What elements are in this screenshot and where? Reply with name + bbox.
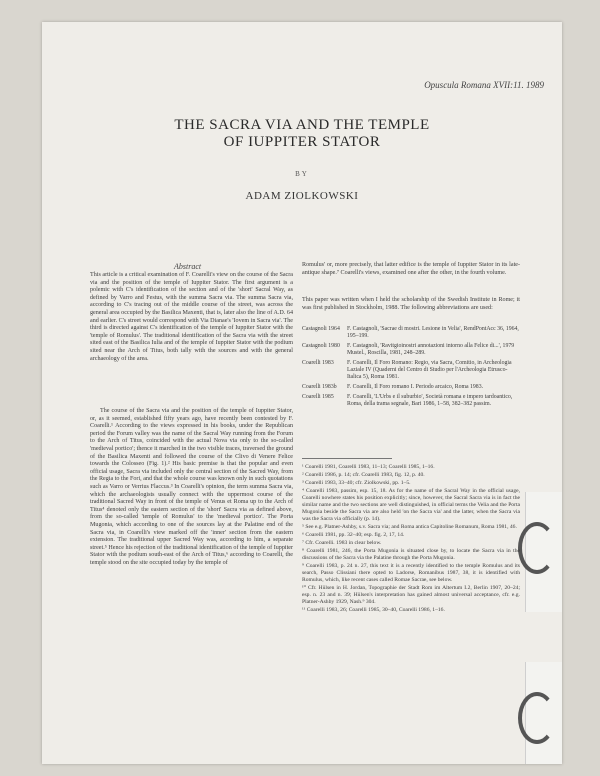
abstract-heading: Abstract	[174, 262, 202, 271]
paper-page	[42, 22, 562, 764]
body-paragraph-1: The course of the Sacra via and the position of the temple of Iuppiter Stator, or, as it seemed, established fifty years ago, have recently been contested by F. Coarelli.¹ According to the views expressed in his books, under the Republican period the Forum valley was the name of the Sacral Way running from the Forum to the Arch of Titus, coincided with the actual Nova via only to the so-called 'medieval portico'; thence it marched in the two visible traces, traversed the ground of the Basilica Maxenti and followed the course of the Clivo di Venere Felice towards the Colosseo (Fig. 1).² His basic premise is that the popular and even official usage, Sacra via included only the central section of the Sacred Way, from the Regia to the Fori, and that the whole course was known only in such quotations such as Varro or Verrius Flaccus.³ In Coarelli's opinion, the term summa Sacra via, which the archaeologists usually connect with the uppermost course of the traditional Sacred Way in front of the temple of Venus et Roma up to the Arch of Titus⁴ denoted only the eastern section of the 'short' Sacra via as defined above, from the so-called 'temple of Romulus' to the 'medieval portico'. The Porta Mugonia, which according to one of the sources lay at the Palatine end of the Sacra via, in Coarelli's view marked off the 'inner' section from the eastern extension. The traditional upper Sacred Way was, according to him, a separate street.⁵ Hence his rejection of the traditional identification of the temple of Iuppiter Stator with the podium south-east of the Arch of Titus,⁶ according to Coarelli, the temple stood on the site occupied today by the temple of	[90, 408, 293, 566]
binder-ring-icon	[518, 692, 556, 744]
title-line-1: THE SACRA VIA AND THE TEMPLE	[174, 117, 430, 133]
reference-key: Coarelli 1985	[302, 394, 334, 400]
footnotes	[302, 464, 520, 615]
article-title	[42, 117, 562, 151]
reference-entry	[302, 343, 520, 357]
footnote: ⁹ Coarelli 1983, p. 24 n. 27, this text it is a recently identified to the temple Romulus and its search, Passo Clissiani there opted to Ladorse, Romanibus 1987, 38, it is identified with Romulus, which, like recent cases called Romae Sacrae, see below.	[302, 563, 520, 583]
footnote: ⁵ See e.g. Platner-Ashby, s.v. Sacra via; and Roma antica Capitoline Romanum, Roma 1981, 46.	[302, 524, 517, 530]
footnote-divider	[302, 458, 392, 459]
reference-entry	[302, 394, 520, 408]
acknowledgement-note: This paper was written when I held the scholarship of the Swedish Institute in Rome; it was first published in Stockholm, 1988. The following abbreviations are used:	[302, 297, 520, 311]
binder-ring-icon	[518, 522, 556, 574]
reference-text: F. Coarelli, Il Foro Romano: Regio, via Sacra, Comitio, in Archeologia Laziale IV (Quaderni del Centro di Studio per l'Archeologia Etrusco-Italica 5), Roma 1981.	[347, 360, 512, 380]
reference-entry	[302, 326, 520, 340]
footnote: ¹ Coarelli 1981, Coarelli 1983, 11–13; Coarelli 1985, 1–16.	[302, 464, 435, 470]
author-name: ADAM ZIOLKOWSKI	[245, 190, 359, 202]
reference-text: F. Coarelli, 'L'Urbs e il suburbio', Società romana e impero tardoantico, Roma, della trama segnale, Bari 1986, 1–58, 382–382 passim.	[347, 394, 513, 407]
footnote: ⁸ Coarelli 1981, 246, the Porta Mugonia is situated close by, to locate the Sacra via in the discussions of the Sacra via the Palatine through the Porta Mugonia.	[302, 548, 520, 561]
abbreviation-list	[302, 326, 520, 411]
footnote: ⁷ Cfr. Coarelli. 1983 in clear below.	[302, 540, 382, 546]
reference-key: Castagnoli 1980	[302, 343, 340, 349]
footnote: ² Coarelli 1986, p. 14; cfr. Coarelli 1983, fig. 12, p. 40.	[302, 472, 425, 478]
byline-by: BY	[295, 170, 309, 178]
main-text-paragraph	[90, 408, 293, 567]
footnote: ¹¹ Coarelli 1983, 26; Coarelli 1985, 30–40, Coarelli 1986, 1–16.	[302, 607, 445, 613]
reference-key: Coarelli 1983b	[302, 384, 337, 390]
reference-key: Castagnoli 1964	[302, 326, 340, 332]
reference-key: Coarelli 1983	[302, 360, 334, 366]
journal-header: Opuscula Romana XVII:11. 1989	[424, 80, 544, 90]
reference-text: F. Castagnoli, 'Sacrae di mostri. Lesione in Velia', RendPontAcc 36, 1964, 195–199.	[347, 326, 519, 339]
reference-entry	[302, 360, 520, 381]
abstract-text: This article is a critical examination of F. Coarelli's view on the course of the Sacra via and the position of the temple of Iuppiter Stator. The first argument is a polemic with C's identification of the section and of the 'short' Sacral Way, as defined by Varro and Festus, with the summa Sacra via. The summa Sacra via, according to C's tracing out of the middle course of the street, was across the general area occupied by the Basilica Maxenti, that is, later also the line of A.D. 64 and earlier. C's street would correspond with Via Dianae's 'Iovem in Sacra via'. The third is directed against C's identification of the temple of Iuppiter Stator with the 'temple of Romulus'. The traditional identification of the Sacra via with the street sited east of the Basilica Iulia and of the temple of Iuppiter Stator with the podium sited near the Arch of Titus, both tally with the sources and with the general archaeology of the area.	[90, 272, 293, 362]
reference-text: F. Castagnoli, 'Ravitgioinostri annotazioni intorno alla Felice di...', 1979 Mustel., Roscilla, 1981, 248–289.	[347, 343, 515, 356]
footnote: ¹⁰ Cfr. Hülsen in H. Jordan, Topographie der Stadt Rom im Altertum I.2, Berlin 1907, 20–24; esp. n. 23 and n. 39; Hülsen's interpretation has gained almost universal acceptance, cfr. e.g. Platner-Ashby 1929, Nash.⁹ 304.	[302, 585, 520, 605]
reference-text: F. Coarelli, Il Foro romano I. Periodo arcaico, Roma 1983.	[347, 384, 484, 390]
right-column-intro: Romulus' or, more precisely, that latter edifice is the temple of Iuppiter Stator in its late-antique shape.⁷ Coarelli's views, examined one after the other, in the fourth volume.	[302, 262, 520, 276]
reference-entry	[302, 384, 520, 391]
footnote: ⁴ Coarelli 1983, passim, esp. 15, 18. As for the name of the Sacral Way in the official usage, Coarelli nowhere states his position explicitly; since, however, the Sacral Sacra via is in fact the similar name and the two sections are well distinguished, in official terms the Velia and the Porta Mugonia beside the Sacra via are also held 'on the Sacra via' and the latter, when the Sacra via was the Sacra via officially (p. 14).	[302, 488, 520, 522]
footnote: ⁶ Coarelli 1981, pp. 32–40; esp. fig. 2, 17, 14.	[302, 532, 405, 538]
footnote: ³ Coarelli 1983, 33–40; cfr. Ziolkowski, pp. 1–5.	[302, 480, 411, 486]
title-line-2: OF IUPPITER STATOR	[223, 134, 381, 150]
